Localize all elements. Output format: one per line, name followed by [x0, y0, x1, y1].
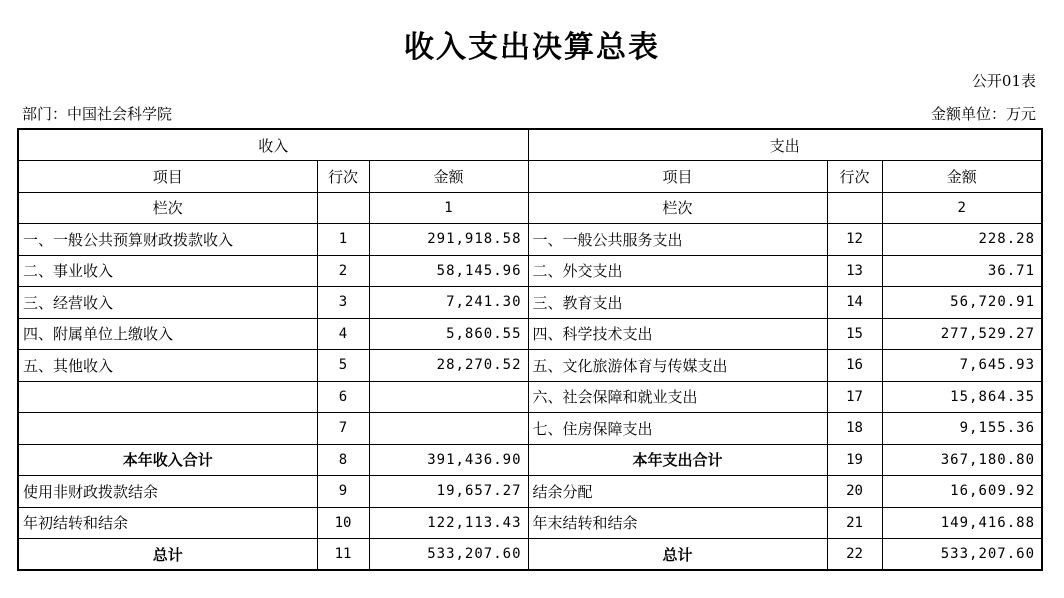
- expense-amount: 228.28: [882, 224, 1042, 256]
- table-row: [18, 287, 1042, 319]
- grand-total-row: [18, 539, 1042, 571]
- section-header-row: [18, 129, 1042, 161]
- expense-line-number: 12: [827, 224, 882, 256]
- expense-line-number: 16: [827, 350, 882, 382]
- income-item: 总计: [18, 539, 317, 571]
- income-amount: [369, 381, 528, 413]
- income-expense-table: [17, 128, 1043, 571]
- income-item: [18, 381, 317, 413]
- expense-section-header: 支出: [528, 129, 1042, 161]
- expense-line-number: 20: [827, 476, 882, 508]
- table-row: [18, 381, 1042, 413]
- income-line-number: 4: [317, 318, 369, 350]
- income-item: 本年收入合计: [18, 444, 317, 476]
- expense-item: 六、社会保障和就业支出: [528, 381, 827, 413]
- expense-item: 一、一般公共服务支出: [528, 224, 827, 256]
- expense-column-empty: [827, 192, 882, 224]
- expense-amount: 16,609.92: [882, 476, 1042, 508]
- unit-label: 金额单位：万元: [930, 105, 1036, 123]
- expense-amount: 149,416.88: [882, 507, 1042, 539]
- income-line-header: 行次: [317, 161, 369, 193]
- income-line-number: 8: [317, 444, 369, 476]
- table-row: [18, 476, 1042, 508]
- expense-amount: 533,207.60: [882, 539, 1042, 571]
- income-amount: 58,145.96: [369, 255, 528, 287]
- expense-line-number: 15: [827, 318, 882, 350]
- expense-amount: 7,645.93: [882, 350, 1042, 382]
- income-item: 使用非财政拨款结余: [18, 476, 317, 508]
- column-number-row: [18, 192, 1042, 224]
- expense-amount: 277,529.27: [882, 318, 1042, 350]
- form-code: 公开01表: [971, 72, 1036, 90]
- expense-item: 三、教育支出: [528, 287, 827, 319]
- table-row: [18, 318, 1042, 350]
- income-item: 年初结转和结余: [18, 507, 317, 539]
- expense-line-number: 22: [827, 539, 882, 571]
- income-amount: 291,918.58: [369, 224, 528, 256]
- expense-line-number: 14: [827, 287, 882, 319]
- income-amount: 19,657.27: [369, 476, 528, 508]
- income-amount: 5,860.55: [369, 318, 528, 350]
- column-header-row: [18, 161, 1042, 193]
- income-line-number: 3: [317, 287, 369, 319]
- expense-item: 四、科学技术支出: [528, 318, 827, 350]
- table-row: [18, 350, 1042, 382]
- income-line-number: 9: [317, 476, 369, 508]
- expense-item: 七、住房保障支出: [528, 413, 827, 445]
- expense-item: 年末结转和结余: [528, 507, 827, 539]
- income-amount: 533,207.60: [369, 539, 528, 571]
- expense-line-number: 21: [827, 507, 882, 539]
- expense-item: 五、文化旅游体育与传媒支出: [528, 350, 827, 382]
- income-section-header: 收入: [18, 129, 528, 161]
- expense-item: 总计: [528, 539, 827, 571]
- income-line-number: 1: [317, 224, 369, 256]
- income-line-number: 6: [317, 381, 369, 413]
- income-item: 二、事业收入: [18, 255, 317, 287]
- expense-item: 二、外交支出: [528, 255, 827, 287]
- expense-amount: 36.71: [882, 255, 1042, 287]
- expense-line-number: 18: [827, 413, 882, 445]
- income-item: 四、附属单位上缴收入: [18, 318, 317, 350]
- table-row: [18, 224, 1042, 256]
- expense-amount: 367,180.80: [882, 444, 1042, 476]
- income-amount: 7,241.30: [369, 287, 528, 319]
- income-line-number: 5: [317, 350, 369, 382]
- expense-column-number: 2: [882, 192, 1042, 224]
- income-item-header: 项目: [18, 161, 317, 193]
- expense-line-number: 17: [827, 381, 882, 413]
- income-line-number: 11: [317, 539, 369, 571]
- income-amount: 122,113.43: [369, 507, 528, 539]
- income-item: 五、其他收入: [18, 350, 317, 382]
- expense-amount-header: 金额: [882, 161, 1042, 193]
- expense-column-label: 栏次: [528, 192, 827, 224]
- report-title: 收入支出决算总表: [404, 30, 660, 65]
- table-row: [18, 255, 1042, 287]
- expense-amount: 9,155.36: [882, 413, 1042, 445]
- income-item: [18, 413, 317, 445]
- expense-amount: 15,864.35: [882, 381, 1042, 413]
- income-amount: [369, 413, 528, 445]
- year-total-row: [18, 444, 1042, 476]
- income-line-number: 7: [317, 413, 369, 445]
- expense-line-number: 19: [827, 444, 882, 476]
- expense-amount: 56,720.91: [882, 287, 1042, 319]
- income-column-number: 1: [369, 192, 528, 224]
- department-label: 部门：中国社会科学院: [22, 105, 173, 123]
- income-item: 三、经营收入: [18, 287, 317, 319]
- income-amount-header: 金额: [369, 161, 528, 193]
- income-line-number: 10: [317, 507, 369, 539]
- income-column-label: 栏次: [18, 192, 317, 224]
- income-line-number: 2: [317, 255, 369, 287]
- table-row: [18, 413, 1042, 445]
- expense-line-header: 行次: [827, 161, 882, 193]
- table-row: [18, 507, 1042, 539]
- income-item: 一、一般公共预算财政拨款收入: [18, 224, 317, 256]
- expense-line-number: 13: [827, 255, 882, 287]
- expense-item-header: 项目: [528, 161, 827, 193]
- income-column-empty: [317, 192, 369, 224]
- expense-item: 结余分配: [528, 476, 827, 508]
- income-amount: 391,436.90: [369, 444, 528, 476]
- income-amount: 28,270.52: [369, 350, 528, 382]
- expense-item: 本年支出合计: [528, 444, 827, 476]
